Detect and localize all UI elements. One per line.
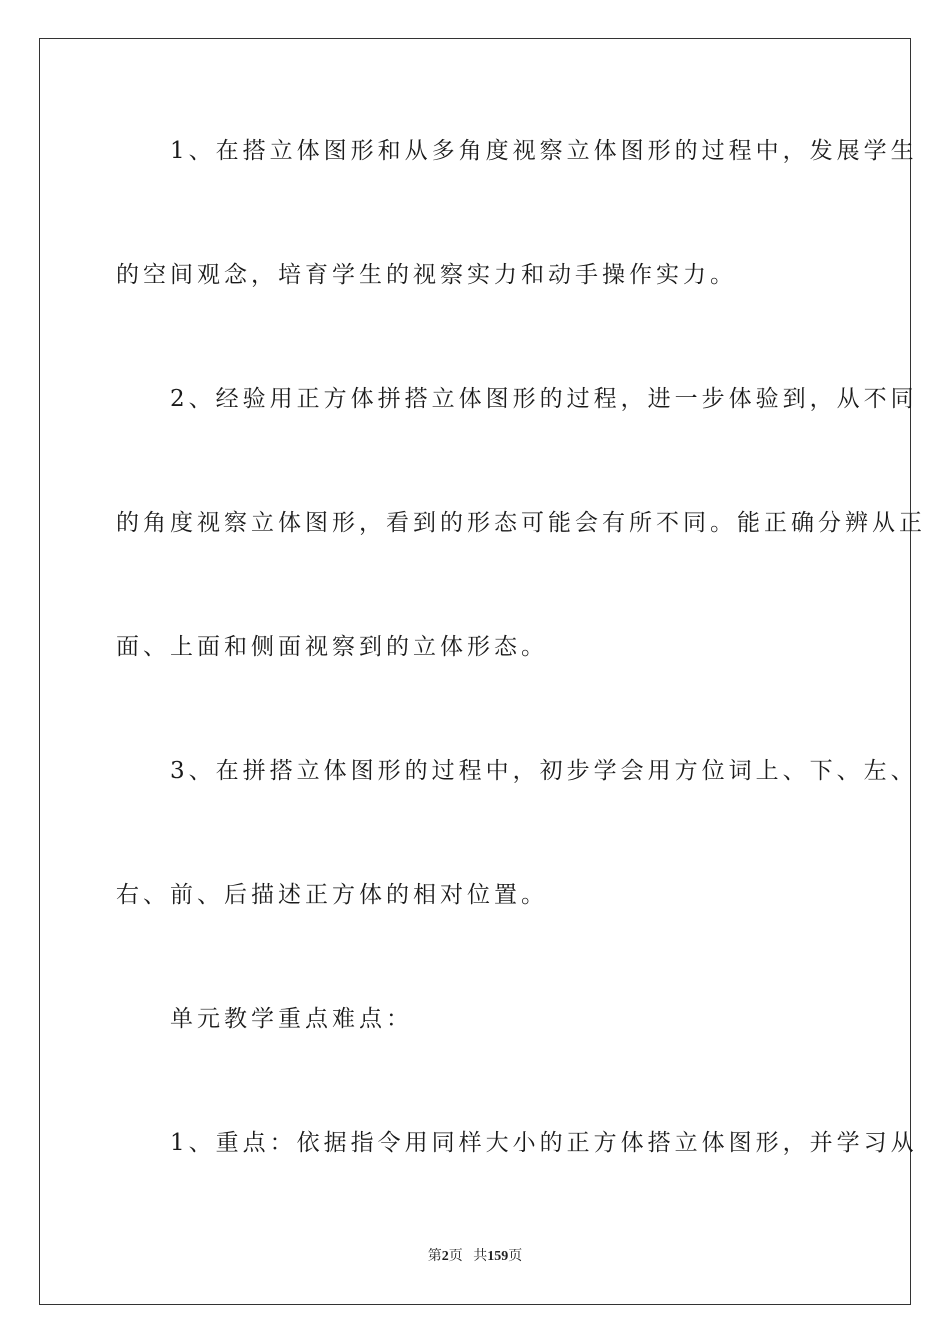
page-number: 2 — [441, 1249, 449, 1264]
section-heading: 单元教学重点难点： — [116, 1006, 413, 1032]
paragraph-line: 1、在搭立体图形和从多角度视察立体图形的过程中，发展学生 — [116, 138, 918, 164]
total-pages: 159 — [487, 1249, 509, 1264]
paragraph-line: 1、重点：依据指令用同样大小的正方体搭立体图形，并学习从 — [116, 1130, 918, 1156]
paragraph-line: 的空间观念，培育学生的视察实力和动手操作实力。 — [116, 262, 737, 288]
paragraph-line: 3、在拼搭立体图形的过程中，初步学会用方位词上、下、左、 — [116, 758, 918, 784]
paragraph-line: 面、上面和侧面视察到的立体形态。 — [116, 634, 548, 660]
page-suffix: 页 — [448, 1249, 463, 1264]
page-prefix: 第 — [427, 1249, 442, 1264]
total-prefix: 共 — [473, 1249, 488, 1264]
paragraph-line: 右、前、后描述正方体的相对位置。 — [116, 882, 548, 908]
paragraph-line: 2、经验用正方体拼搭立体图形的过程，进一步体验到，从不同 — [116, 386, 918, 412]
page-footer — [0, 1248, 950, 1266]
total-suffix: 页 — [508, 1249, 523, 1264]
page-border — [39, 38, 926, 1305]
paragraph-line: 的角度视察立体图形，看到的形态可能会有所不同。能正确分辨从正 — [116, 510, 926, 536]
